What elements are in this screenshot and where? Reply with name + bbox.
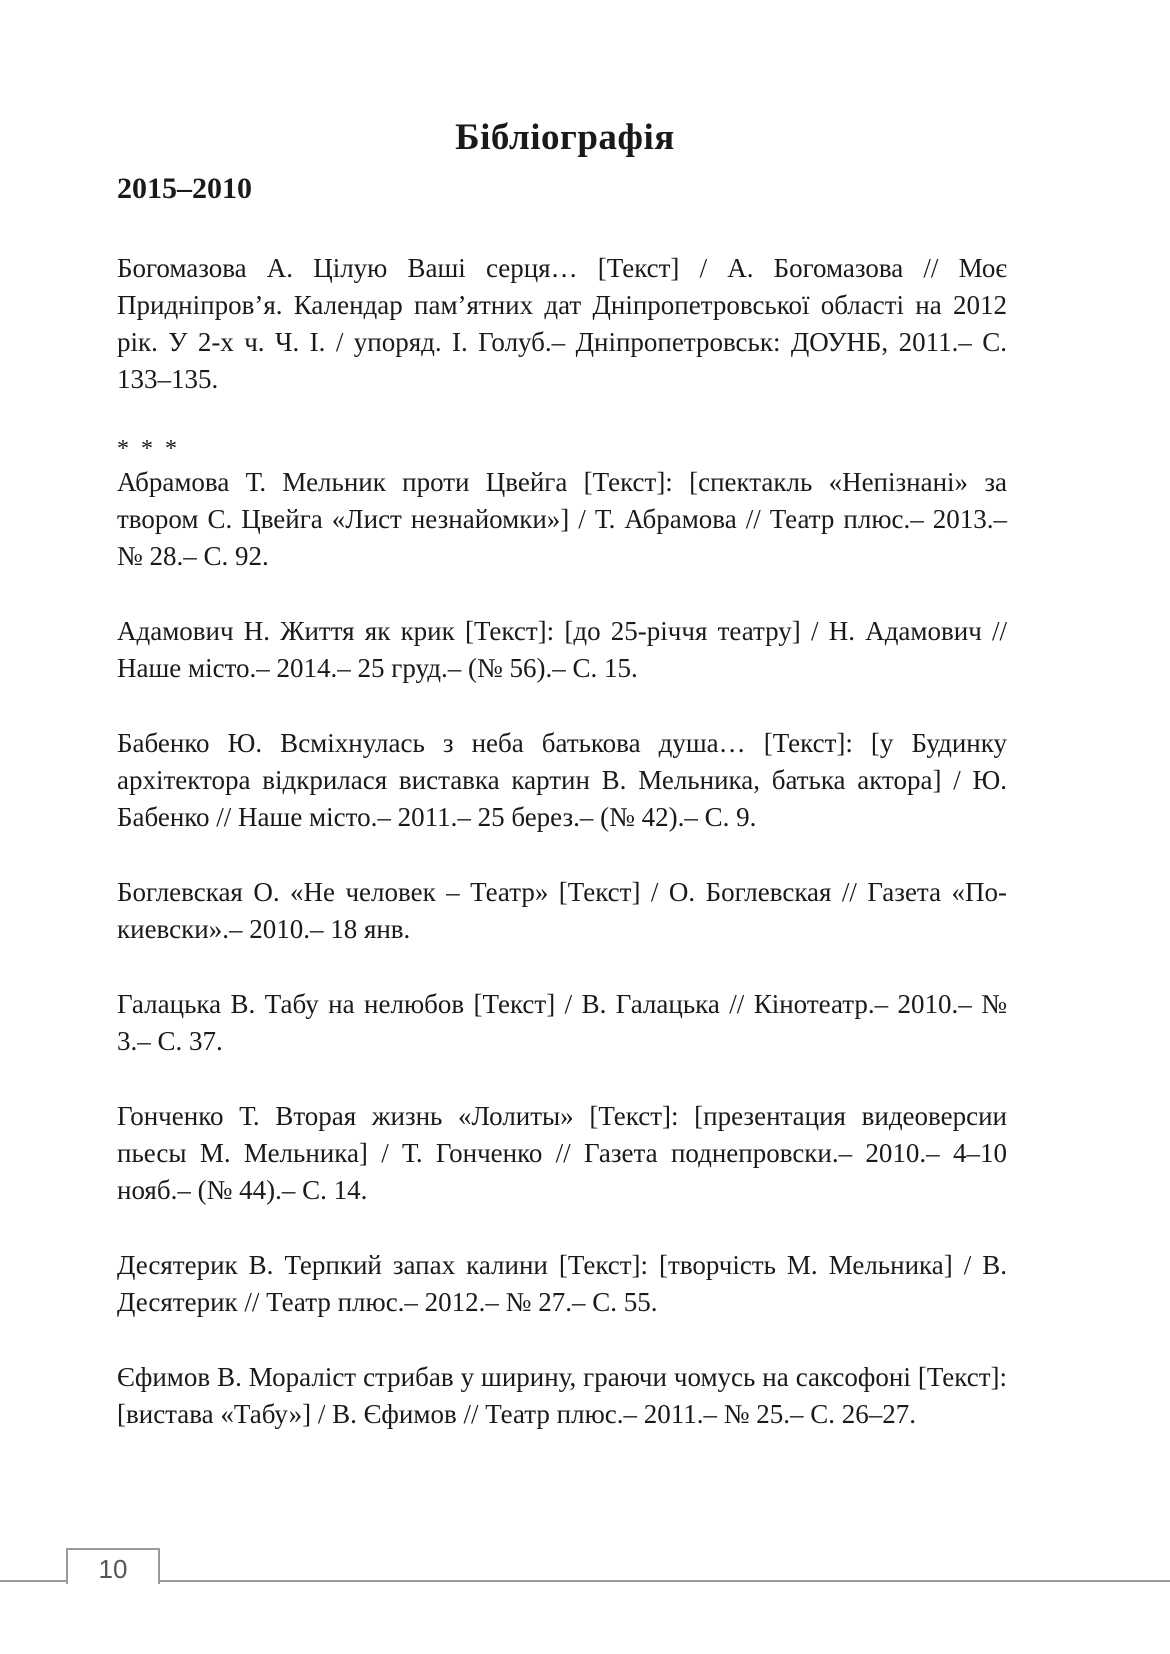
bibliography-entry: Гонченко Т. Вторая жизнь «Лолиты» [Текст]: [презентация видеоверсии пьесы М. Мельника] / Т. Гонченко // Газета поднепровски.– 2010.– 4–10 нояб.– (№ 44).– С. 14. xyxy=(117,1101,1007,1205)
bibliography-entry: Десятерик В. Терпкий запах калини [Текст]: [творчість М. Мельника] / В. Десятерик // Театр плюс.– 2012.– № 27.– С. 55. xyxy=(117,1250,1007,1317)
bibliography-entry: Абрамова Т. Мельник проти Цвейга [Текст]: [спектакль «Непізнані» за твором С. Цвейга «Лист незнайомки»] / Т. Абрамова // Театр плюс.– 2013.– № 28.– С. 92. xyxy=(117,467,1007,571)
footer-rule xyxy=(0,1580,1170,1582)
bibliography-entry: Адамович Н. Життя як крик [Текст]: [до 25-річчя театру] / Н. Адамович // Наше місто.– 2014.– 25 груд.– (№ 56).– С. 15. xyxy=(117,616,1007,683)
bibliography-entry: Бабенко Ю. Всміхнулась з неба батькова душа… [Текст]: [у Будинку архітектора відкрилася виставка картин В. Мельника, батька актора] / Ю. Бабенко // Наше місто.– 2011.– 25 берез.– (№ 42).– С. 9. xyxy=(117,728,1007,832)
entry-separator: * * * xyxy=(117,436,180,462)
bibliography-entry: Богомазова А. Цілую Ваші серця… [Текст] / А. Богомазова // Моє Придніпров’я. Календар пам’ятних дат Дніпропетровської області на 2012 рік. У 2-х ч. Ч. І. / упоряд. І. Голуб.– Дніпропетровськ: ДОУНБ, 2011.– С. 133–135. xyxy=(117,253,1007,394)
page-title: Бібліографія xyxy=(455,117,675,158)
bibliography-entry: Боглевская О. «Не человек – Театр» [Текст] / О. Боглевская // Газета «По-киевски».– 2010.– 18 янв. xyxy=(117,877,1007,944)
bibliography-entry: Галацька В. Табу на нелюбов [Текст] / В. Галацька // Кінотеатр.– 2010.– № 3.– С. 37. xyxy=(117,989,1007,1056)
section-heading: 2015–2010 xyxy=(117,172,252,205)
bibliography-entry: Єфимов В. Мораліст стрибав у ширину, граючи чомусь на саксофоні [Текст]: [вистава «Табу»] / В. Єфимов // Театр плюс.– 2011.– № 25.– С. 26–27. xyxy=(117,1362,1007,1429)
bibliography-list xyxy=(117,250,1007,1471)
page-number: 10 xyxy=(66,1548,160,1584)
